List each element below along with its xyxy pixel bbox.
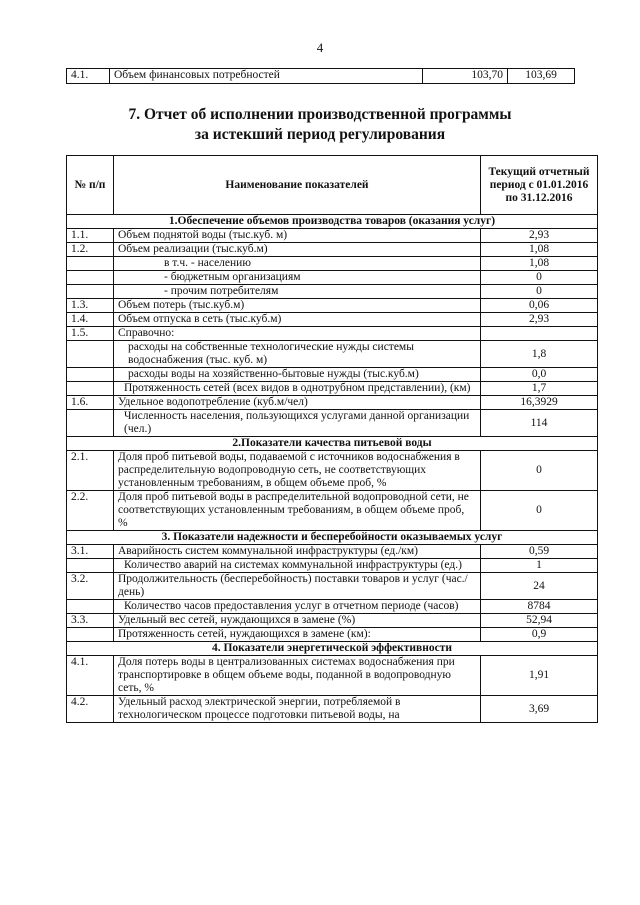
row-name: Протяженность сетей (всех видов в однотрубном представлении), (км) (114, 382, 481, 396)
table-row (67, 396, 598, 410)
table-row (67, 600, 598, 614)
row-number: 1.2. (67, 243, 114, 257)
row-value: 3,69 (481, 696, 598, 723)
table-row (67, 410, 598, 437)
section-title-row (67, 531, 598, 545)
section-title: 3. Показатели надежности и бесперебойности оказываемых услуг (67, 531, 598, 545)
section-title: 1.Обеспечение объемов производства товаров (оказания услуг) (67, 215, 598, 229)
row-number (67, 382, 114, 396)
table-row (67, 271, 598, 285)
row-name: Объем поднятой воды (тыс.куб. м) (114, 229, 481, 243)
row-name: Доля проб питьевой воды, подаваемой с источников водоснабжения в распределительную водопроводную сеть, не соответствующих установленным требованиям, в общем объеме проб, % (114, 451, 481, 491)
report-table-body (67, 215, 598, 723)
row-name: расходы на собственные технологические нужды системы водоснабжения (тыс. куб. м) (114, 341, 481, 368)
table-row (67, 341, 598, 368)
row-number: 3.2. (67, 573, 114, 600)
row-name: Объем реализации (тыс.куб.м) (114, 243, 481, 257)
row-value (481, 327, 598, 341)
section-title: 4. Показатели энергетической эффективности (67, 642, 598, 656)
table-row (67, 69, 575, 84)
row-name: в т.ч. - населению (114, 257, 481, 271)
row-number (67, 628, 114, 642)
row-value: 52,94 (481, 614, 598, 628)
heading-line-1: 7. Отчет об исполнении производственной программы (128, 106, 512, 123)
row-number (67, 368, 114, 382)
row-value: 2,93 (481, 229, 598, 243)
row-name: Численность населения, пользующихся услугами данной организации (чел.) (114, 410, 481, 437)
table-row (67, 656, 598, 696)
row-name: - прочим потребителям (114, 285, 481, 299)
row-value-plan: 103,70 (423, 69, 508, 84)
table-row (67, 545, 598, 559)
row-value: 1,91 (481, 656, 598, 696)
row-name: Количество часов предоставления услуг в отчетном периоде (часов) (114, 600, 481, 614)
row-number (67, 600, 114, 614)
table-row (67, 229, 598, 243)
table-row (67, 559, 598, 573)
section-title: 2.Показатели качества питьевой воды (67, 437, 598, 451)
row-name: - бюджетным организациям (114, 271, 481, 285)
row-value: 2,93 (481, 313, 598, 327)
financial-needs-table (66, 68, 575, 84)
page-number: 4 (316, 40, 324, 55)
row-value: 16,3929 (481, 396, 598, 410)
table-row (67, 257, 598, 271)
row-number: 1.6. (67, 396, 114, 410)
row-number (67, 271, 114, 285)
row-value: 1,8 (481, 341, 598, 368)
header-num: № п/п (67, 156, 114, 215)
row-value: 0,06 (481, 299, 598, 313)
table-row (67, 313, 598, 327)
row-number: 3.3. (67, 614, 114, 628)
row-number (67, 410, 114, 437)
row-value: 0,9 (481, 628, 598, 642)
row-name: Объем потерь (тыс.куб.м) (114, 299, 481, 313)
row-name: Продолжительность (бесперебойность) поставки товаров и услуг (час./день) (114, 573, 481, 600)
row-name: Протяженность сетей, нуждающихся в замене (км): (114, 628, 481, 642)
table-row (67, 491, 598, 531)
row-number: 3.1. (67, 545, 114, 559)
row-name: Удельное водопотребление (куб.м/чел) (114, 396, 481, 410)
row-number: 4.1. (67, 656, 114, 696)
heading-line-2: за истекший период регулирования (194, 126, 446, 143)
row-value: 1,08 (481, 257, 598, 271)
row-name: Справочно: (114, 327, 481, 341)
row-name: Аварийность систем коммунальной инфраструктуры (ед./км) (114, 545, 481, 559)
row-name: Количество аварий на системах коммунальной инфраструктуры (ед.) (114, 559, 481, 573)
row-value: 0 (481, 451, 598, 491)
table-row (67, 368, 598, 382)
table-row (67, 243, 598, 257)
row-number: 4.2. (67, 696, 114, 723)
section-title-row (67, 215, 598, 229)
row-number (67, 559, 114, 573)
row-name: Удельный расход электрической энергии, потребляемой в технологическом процессе подготовки питьевой воды, на (114, 696, 481, 723)
row-value: 8784 (481, 600, 598, 614)
row-value-fact: 103,69 (508, 69, 575, 84)
row-value: 1 (481, 559, 598, 573)
table-row (67, 573, 598, 600)
row-number: 2.1. (67, 451, 114, 491)
row-value: 114 (481, 410, 598, 437)
row-name: Объем финансовых потребностей (110, 69, 423, 84)
row-value: 1,08 (481, 243, 598, 257)
row-name: Доля проб питьевой воды в распределительной водопроводной сети, не соответствующих установленным требованиям, в общем объеме проб, % (114, 491, 481, 531)
row-number: 1.5. (67, 327, 114, 341)
row-value: 0,59 (481, 545, 598, 559)
row-name: Удельный вес сетей, нуждающихся в замене (%) (114, 614, 481, 628)
row-number: 2.2. (67, 491, 114, 531)
table-row (67, 614, 598, 628)
row-number (67, 341, 114, 368)
row-number (67, 257, 114, 271)
header-period: Текущий отчетный период с 01.01.2016 по 31.12.2016 (481, 156, 598, 215)
row-name: Объем отпуска в сеть (тыс.куб.м) (114, 313, 481, 327)
row-value: 0 (481, 491, 598, 531)
table-row (67, 299, 598, 313)
section-title-row (67, 642, 598, 656)
row-name: расходы воды на хозяйственно-бытовые нужды (тыс.куб.м) (114, 368, 481, 382)
row-number: 4.1. (67, 69, 110, 84)
section-heading (0, 105, 640, 145)
section-title-row (67, 437, 598, 451)
table-row (67, 628, 598, 642)
report-table (66, 155, 598, 723)
row-value: 0 (481, 271, 598, 285)
row-number: 1.4. (67, 313, 114, 327)
row-value: 24 (481, 573, 598, 600)
table-row (67, 285, 598, 299)
row-name: Доля потерь воды в централизованных системах водоснабжения при транспортировке в общем объеме воды, поданной в водопроводную сеть, % (114, 656, 481, 696)
header-name: Наименование показателей (114, 156, 481, 215)
row-value: 0 (481, 285, 598, 299)
table-header-row (67, 156, 598, 215)
row-value: 0,0 (481, 368, 598, 382)
table-row (67, 451, 598, 491)
table-row (67, 327, 598, 341)
table-row (67, 696, 598, 723)
row-value: 1,7 (481, 382, 598, 396)
table-row (67, 382, 598, 396)
row-number: 1.1. (67, 229, 114, 243)
row-number (67, 285, 114, 299)
row-number: 1.3. (67, 299, 114, 313)
